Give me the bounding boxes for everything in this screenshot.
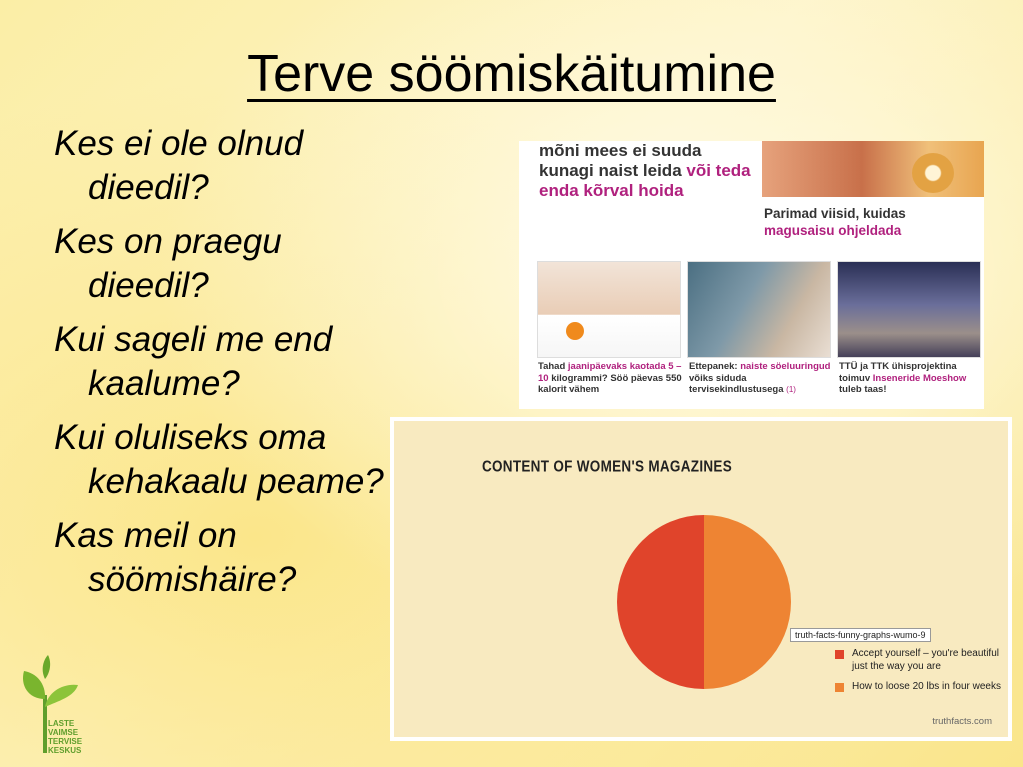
slide-title: Terve söömiskäitumine — [247, 45, 776, 103]
source-tag: truth-facts-funny-graphs-wumo-9 — [790, 628, 931, 642]
legend-swatch — [835, 650, 844, 659]
chart-legend — [835, 648, 1005, 702]
pie-slice-0 — [617, 515, 704, 689]
magazine-headline: mõni mees ei suuda kunagi naist leida või teda enda kõrval hoida — [539, 141, 751, 200]
donut-photo — [762, 141, 984, 197]
legend-item — [835, 681, 1005, 694]
screening-photo — [687, 261, 831, 358]
legend-label: How to loose 20 lbs in four weeks — [852, 681, 1001, 692]
caption-weight-loss: Tahad jaanipäevaks kaotada 5 – 10 kilogrammi? Söö päevas 550 kalorit vähem — [538, 361, 682, 395]
legend-label: Accept yourself – you're beautiful just the way you are — [852, 648, 999, 672]
question-item: Kui sageli me end kaalume? — [54, 320, 333, 403]
chart-title: CONTENT OF WOMEN'S MAGAZINES — [481, 457, 733, 476]
question-item: Kes on praegu dieedil? — [54, 222, 282, 305]
question-item: Kui oluliseks oma kehakaalu peame? — [54, 418, 384, 501]
caption-screening: Ettepanek: naiste söeluuringud võiks siduda tervisekindlustusega (1) — [689, 361, 831, 395]
pie-chart-background — [394, 421, 1008, 737]
question-list — [54, 122, 394, 612]
chart-credit: truthfacts.com — [932, 716, 992, 727]
pie-slice-1 — [704, 515, 791, 689]
question-item: Kas meil on söömishäire? — [54, 516, 297, 599]
bikini-photo — [537, 261, 681, 358]
question-item: Kes ei ole olnud dieedil? — [54, 124, 304, 207]
legend-swatch — [835, 683, 844, 692]
fashion-show-photo — [837, 261, 981, 358]
logo-text: LASTE VAIMSE TERVISE KESKUS — [48, 719, 83, 755]
pie-chart-panel — [390, 417, 1012, 741]
magazine-screenshot — [519, 141, 984, 409]
legend-item — [835, 648, 1005, 673]
caption-fashion-show: TTÜ ja TTK ühisprojektina toimuv Inseneride Moeshow tuleb taas! — [839, 361, 967, 395]
magazine-feature: Parimad viisid, kuidas magusaisu ohjeldada — [764, 206, 906, 238]
